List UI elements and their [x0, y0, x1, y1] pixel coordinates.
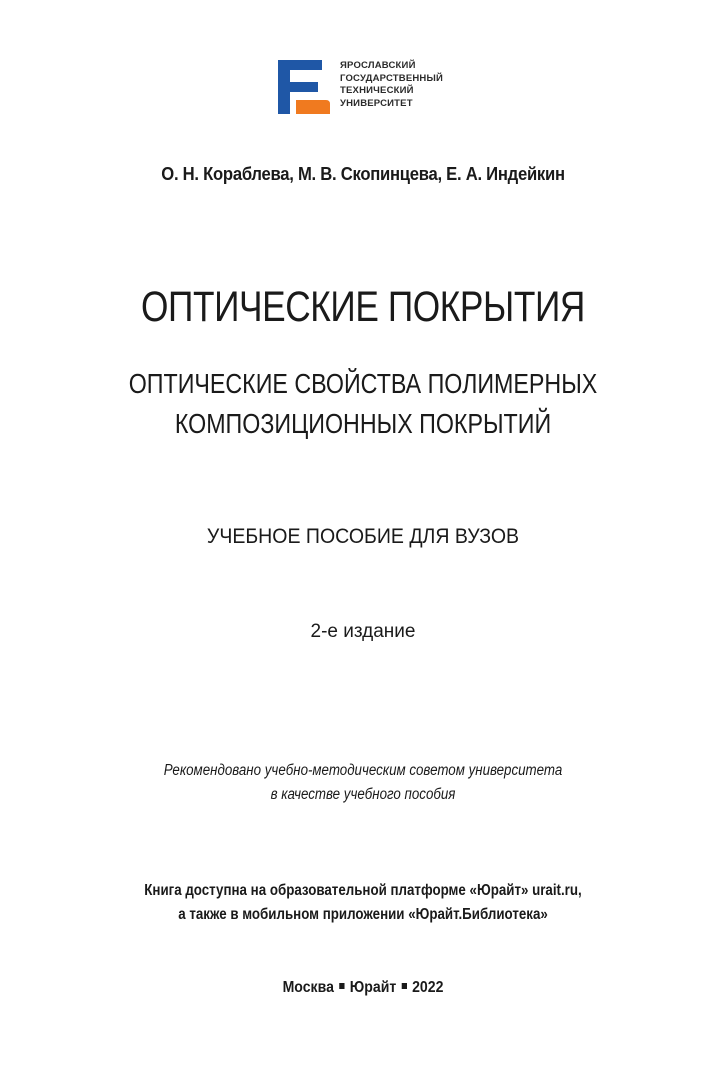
university-name-line: ЯРОСЛАВСКИЙ: [340, 60, 416, 71]
platform-line: Книга доступна на образовательной платформе «Юрайт» urait.ru,: [144, 882, 582, 899]
edition: 2-е издание: [310, 621, 416, 642]
university-logo: [278, 60, 443, 116]
book-subtitle: [62, 364, 665, 444]
separator-square-icon: [402, 983, 407, 989]
recommendation-note: [51, 759, 675, 807]
authors: О. Н. Кораблева, М. В. Скопинцева, Е. А. Индейкин: [161, 163, 565, 184]
imprint-publisher: Юрайт: [349, 979, 397, 996]
recommendation-line: в качестве учебного пособия: [270, 786, 456, 803]
book-title: ОПТИЧЕСКИЕ ПОКРЫТИЯ: [141, 283, 585, 331]
platform-line: а также в мобильном приложении «Юрайт.Библиотека»: [178, 906, 548, 923]
separator-square-icon: [339, 983, 344, 989]
document-type: УЧЕБНОЕ ПОСОБИЕ ДЛЯ ВУЗОВ: [206, 525, 520, 548]
imprint: [44, 979, 683, 997]
subtitle-line: ОПТИЧЕСКИЕ СВОЙСТВА ПОЛИМЕРНЫХ: [128, 368, 598, 399]
imprint-year: 2022: [412, 979, 444, 996]
university-name: [340, 60, 443, 110]
university-logo-mark-icon: [278, 60, 330, 114]
university-name-line: УНИВЕРСИТЕТ: [340, 97, 413, 109]
platform-availability-note: [51, 879, 675, 927]
recommendation-line: Рекомендовано учебно-методическим советом университета: [163, 762, 563, 779]
university-name-line: ГОСУДАРСТВЕННЫЙ: [340, 72, 444, 84]
imprint-city: Москва: [282, 979, 334, 996]
university-name-line: ТЕХНИЧЕСКИЙ: [340, 85, 414, 96]
subtitle-line: КОМПОЗИЦИОННЫХ ПОКРЫТИЙ: [174, 408, 552, 439]
